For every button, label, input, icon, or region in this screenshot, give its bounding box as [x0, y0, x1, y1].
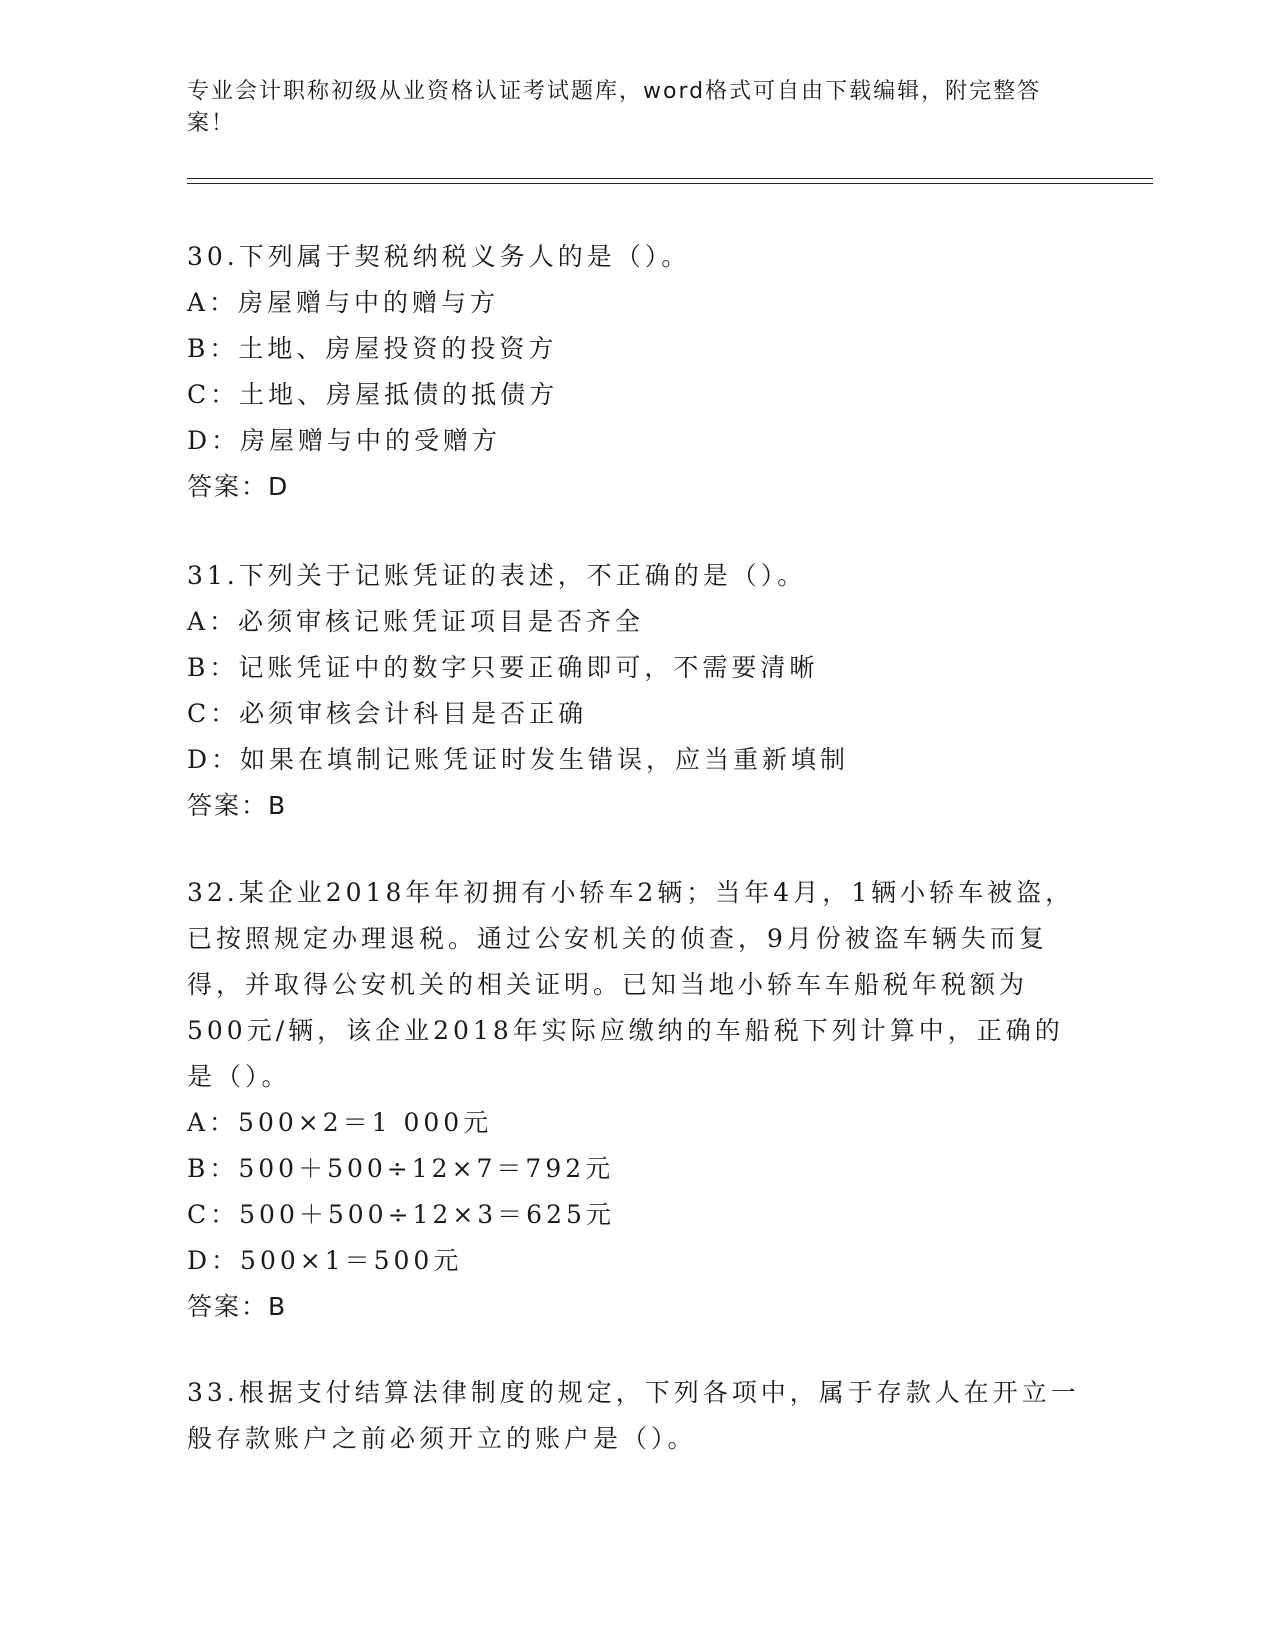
option-c: C：500＋500÷12×3＝625元 — [187, 1200, 615, 1229]
header-divider-top — [187, 178, 1153, 179]
answer: 答案：B — [187, 791, 288, 820]
option-b: B：土地、房屋投资的投资方 — [187, 334, 558, 363]
option-c: C：土地、房屋抵债的抵债方 — [187, 380, 559, 409]
answer: 答案：B — [187, 1292, 288, 1321]
question-stem: 32.某企业2018年年初拥有小轿车2辆；当年4月，1辆小轿车被盗，已按照规定办理退税。通过公安机关的侦查，9月份被盗车辆失而复得，并取得公安机关的相关证明。已知当地小轿车车船税年税额为500元/辆，该企业2018年实际应缴纳的车船税下列计算中，正确的是（）。 — [187, 878, 1075, 1091]
question-33 — [187, 1370, 1087, 1462]
question-31 — [187, 553, 1087, 829]
option-c: C：必须审核会计科目是否正确 — [187, 699, 588, 728]
header-note: 专业会计职称初级从业资格认证考试题库，word格式可自由下载编辑，附完整答案！ — [187, 79, 1042, 136]
option-a: A：房屋赠与中的赠与方 — [187, 288, 500, 317]
option-a: A：必须审核记账凭证项目是否齐全 — [187, 607, 645, 636]
option-d: D：房屋赠与中的受赠方 — [187, 426, 502, 455]
option-d: D：500×1＝500元 — [187, 1246, 463, 1275]
answer: 答案：D — [187, 472, 290, 501]
header-divider-bottom — [187, 183, 1153, 184]
option-b: B：500＋500÷12×7＝792元 — [187, 1154, 615, 1183]
option-a: A：500×2＝1 000元 — [187, 1108, 493, 1137]
question-stem: 30.下列属于契税纳税义务人的是（）。 — [187, 242, 691, 271]
question-30 — [187, 234, 1087, 510]
question-stem: 33.根据支付结算法律制度的规定，下列各项中，属于存款人在开立一般存款账户之前必须开立的账户是（）。 — [187, 1378, 1080, 1453]
option-d: D：如果在填制记账凭证时发生错误，应当重新填制 — [187, 745, 850, 774]
option-b: B：记账凭证中的数字只要正确即可，不需要清晰 — [187, 653, 819, 682]
question-32 — [187, 870, 1087, 1330]
question-stem: 31.下列关于记账凭证的表述，不正确的是（）。 — [187, 561, 807, 590]
